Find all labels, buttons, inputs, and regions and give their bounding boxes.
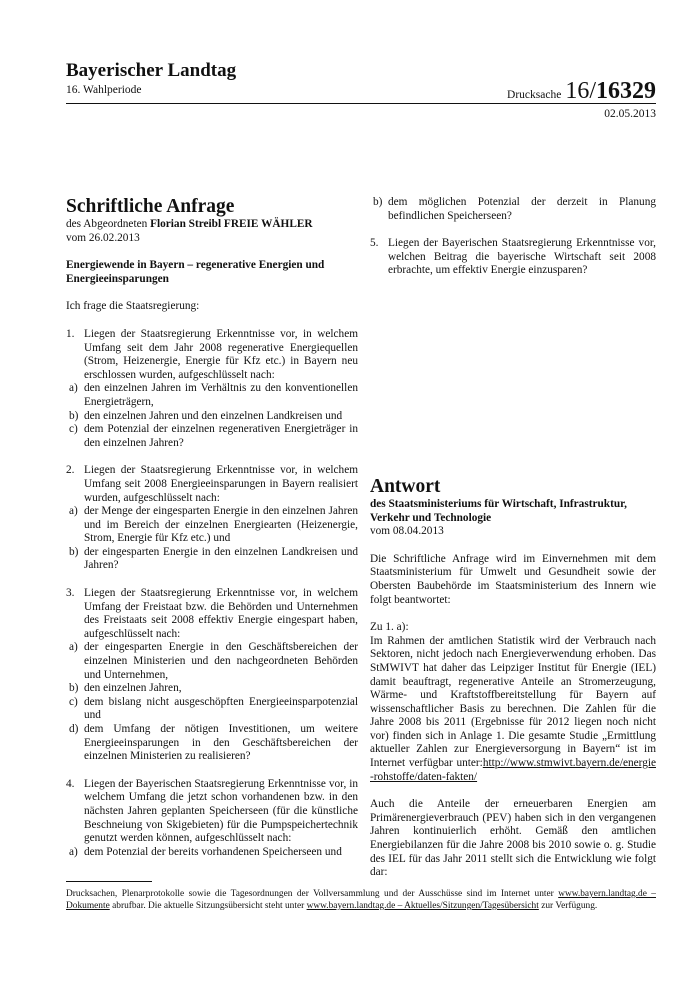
- question-text: Liegen der Bayerischen Staatsregierung Erkenntnisse vor, in welchem Umfang die jetzt schon vorhandenen bzw. in den nächsten Jahren geplanten Speicherseen (für die künstliche Beschneiung von Skigebieten) für die Pumpspeichertechnik genutzt werden können, aufgeschlüsselt nach:: [84, 777, 358, 845]
- question-3-c: [66, 696, 358, 723]
- question-1-b: [66, 410, 358, 424]
- parliament-name: Bayerischer Landtag: [66, 60, 237, 81]
- question-number: 1.: [66, 327, 75, 340]
- document-number-label: Drucksache: [507, 89, 562, 101]
- study-link[interactable]: http://www.stmwivt.bayern.de/energie-rohstoffe/daten-fakten/: [370, 757, 656, 783]
- sub-letter: b): [69, 409, 79, 422]
- anfrage-subject: Energiewende in Bayern – regenerative Energien und Energieeinsparungen: [66, 259, 325, 285]
- sub-text: der eingesparten Energie in den Geschäftsbereichen der einzelnen Ministerien und den nachgeordneten Behörden und Unternehmen,: [84, 641, 358, 681]
- antwort-intro: Die Schriftliche Anfrage wird im Einvernehmen mit dem Staatsministerium für Umwelt und Gesundheit sowie der Obersten Baubehörde im Staatsministerium des Innern wie folgt beantwortet:: [370, 552, 656, 606]
- footer-note: [66, 888, 656, 912]
- sub-text: den einzelnen Jahren im Verhältnis zu den konventionellen Energieträgern,: [84, 382, 358, 408]
- sub-letter: b): [69, 682, 79, 695]
- question-number: 3.: [66, 587, 75, 600]
- footer-text: abrufbar. Die aktuelle Sitzungsübersicht steht unter: [109, 901, 307, 911]
- sub-letter: a): [69, 641, 78, 654]
- anfrage-intro: Ich frage die Staatsregierung:: [66, 300, 200, 313]
- question-3: [66, 587, 358, 641]
- antwort-heading: Antwort: [370, 475, 441, 497]
- antwort-ministry: des Staatsministeriums für Wirtschaft, Infrastruktur, Verkehr und Technologie: [370, 497, 627, 524]
- question-text: Liegen der Bayerischen Staatsregierung Erkenntnisse vor, welchen Beitrag die bayerische Wirtschaft seit 2008 erbrachte, um effektiv Energie einzusparen?: [388, 237, 656, 277]
- column-spacer: [370, 278, 656, 476]
- footer-rule: [66, 881, 152, 882]
- question-number: 4.: [66, 777, 75, 790]
- question-1: [66, 328, 358, 382]
- sub-letter: c): [69, 695, 78, 708]
- sub-text: der eingesparten Energie in den einzelnen Landkreisen und Jahren?: [84, 545, 358, 572]
- document-date: 02.05.2013: [604, 108, 656, 120]
- answer-label: Zu 1. a):: [370, 621, 409, 634]
- question-2-a: [66, 505, 358, 546]
- sub-letter: a): [69, 382, 78, 395]
- question-2-b: [66, 546, 358, 573]
- question-text: Liegen der Staatsregierung Erkenntnisse vor, in welchem Umfang seit dem Jahr 2008 regenerative Energiequellen (Strom, Heizenergie, Energie für Kfz etc.) in Bayern neu erschlossen wurden, aufgeschlüsselt nach:: [84, 327, 358, 381]
- sub-text: dem möglichen Potenzial der derzeit in Planung befindlichen Speicherseen?: [388, 196, 656, 222]
- document-number-prefix: 16/: [565, 78, 596, 104]
- sub-text: dem Potenzial der bereits vorhandenen Speicherseen und: [84, 845, 342, 858]
- question-text: Liegen der Staatsregierung Erkenntnisse vor, in welchem Umfang seit 2008 Energieeinsparungen in Bayern realisiert wurden, aufgeschlüsselt nach:: [84, 464, 358, 504]
- author-name: Florian Streibl FREIE WÄHLER: [150, 218, 313, 230]
- sub-text: dem Umfang der nötigen Investitionen, um weitere Energieeinsparungen in den Geschäftsbereichen der einzelnen Ministerien zu realisieren?: [84, 723, 358, 763]
- sub-text: den einzelnen Jahren,: [84, 682, 182, 695]
- document-header: [66, 60, 656, 104]
- footer-link-documents[interactable]: www.bayern.landtag.de – Dokumente: [66, 889, 656, 911]
- question-4: [66, 778, 358, 846]
- footer-text: zur Verfügung.: [538, 901, 598, 911]
- answer-text: Im Rahmen der amtlichen Statistik wird der Verbrauch nach Sektoren, nicht jedoch nach Energieverwendung erhoben. Das StMWIVT hat daher das Leipziger Institut für Energie (IEL) damit beauftragt, regenerative Anteile an Stromerzeugung, Wärme- und Kraftstoffbereitstellung für Bayern auf wissenschaftlicher Basis zu berechnen. Die Zahlen für die Jahre 2008 bis 2011 (Ergebnisse für 2012 liegen noch nicht vor) finden sich in Anlage 1. Die gesamte Studie „Ermittlung aktueller Zahlen zur Energieversorgung in Bayern“ ist im Internet verfügbar unter:: [370, 634, 656, 770]
- header-rule: [66, 103, 656, 104]
- sub-text: dem bislang nicht ausgeschöpften Energieeinsparpotenzial und: [84, 695, 358, 722]
- sub-letter: b): [373, 196, 383, 208]
- answer-paragraph-2: Auch die Anteile der erneuerbaren Energien am Primärenergieverbrauch (PEV) haben sich in den vergangenen Jahren kontinuierlich erhöht. Gemäß den amtlichen Energiebilanzen für die Jahre 2008 bis 2010 sowie o. g. Studie des IEL für das Jahr 2011 stellt sich die Entwicklung wie folgt dar:: [370, 798, 656, 879]
- legislative-period: 16. Wahlperiode: [66, 84, 142, 96]
- left-column: [66, 196, 358, 859]
- sub-letter: d): [69, 723, 79, 735]
- document-number: [507, 78, 656, 105]
- question-1-c: [66, 423, 358, 450]
- sub-letter: c): [69, 423, 78, 436]
- anfrage-author: [66, 218, 358, 232]
- sub-letter: a): [69, 845, 78, 858]
- author-prefix: des Abgeordneten: [66, 218, 151, 230]
- document-number-value: 16329: [596, 78, 656, 104]
- sub-text: dem Potenzial der einzelnen regenerativen Energieträger in den einzelnen Jahren?: [84, 423, 358, 449]
- question-3-d: [66, 723, 358, 764]
- answer-paragraph-1: [370, 635, 656, 785]
- anfrage-heading: Schriftliche Anfrage: [66, 196, 235, 217]
- sub-text: den einzelnen Jahren und den einzelnen Landkreisen und: [84, 409, 343, 422]
- question-3-a: [66, 641, 358, 682]
- question-2: [66, 464, 358, 505]
- right-column: [370, 196, 656, 880]
- footer-text: Drucksachen, Plenarprotokolle sowie die Tagesordnungen der Vollversammlung und der Ausschüsse sind im Internet unter: [66, 889, 559, 899]
- question-3-b: [66, 682, 358, 696]
- question-4-b: [370, 196, 656, 223]
- question-5: [370, 237, 656, 278]
- question-1-a: [66, 382, 358, 409]
- question-text: Liegen der Staatsregierung Erkenntnisse vor, in welchem Umfang der Freistaat bzw. die Behörden und Unternehmen des Freistaats seit 2008 effektiv Energie eingespart haben, aufgeschlüsselt nach:: [84, 587, 358, 640]
- footer-link-sessions[interactable]: www.bayern.landtag.de – Aktuelles/Sitzungen/Tagesübersicht: [306, 901, 539, 911]
- question-number: 2.: [66, 464, 75, 477]
- question-number: 5.: [370, 237, 379, 250]
- anfrage-date: vom 26.02.2013: [66, 231, 140, 244]
- antwort-date: vom 08.04.2013: [370, 525, 444, 538]
- sub-letter: b): [69, 545, 79, 558]
- sub-text: der Menge der eingesparten Energie in den einzelnen Jahren und im Bereich der einzelnen Energiearten (Heizenergie, Strom, Energie für Kfz etc.) und: [84, 505, 358, 545]
- question-4-a: [66, 846, 358, 860]
- sub-letter: a): [69, 505, 78, 518]
